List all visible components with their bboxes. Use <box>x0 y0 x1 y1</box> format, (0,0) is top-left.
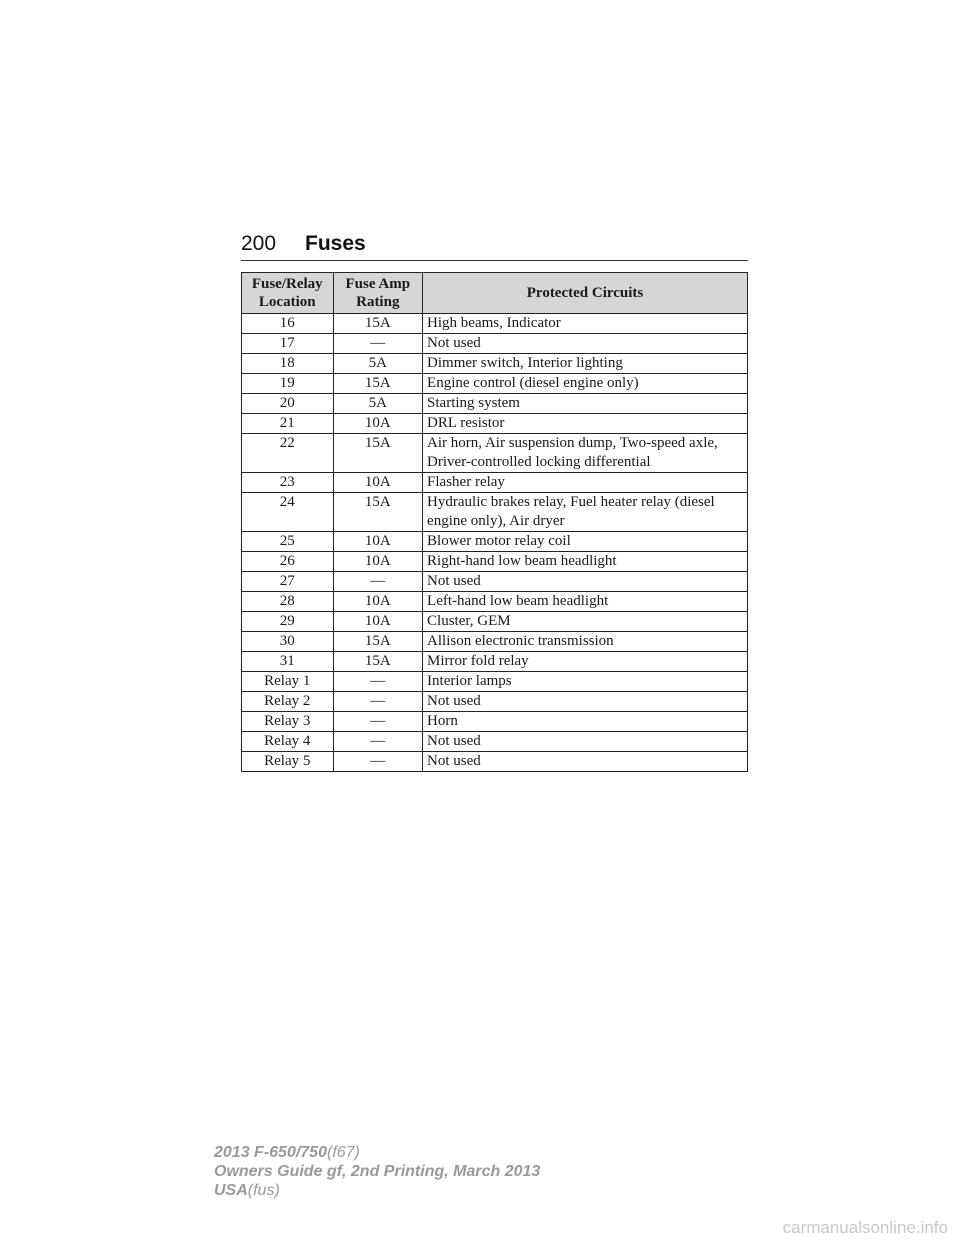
cell-location: 26 <box>242 552 334 572</box>
cell-location: 24 <box>242 493 334 532</box>
cell-location: 17 <box>242 334 334 354</box>
cell-amp: 5A <box>333 394 423 414</box>
table-row <box>242 592 748 612</box>
cell-circuits: Interior lamps <box>423 672 748 692</box>
cell-location: 19 <box>242 374 334 394</box>
watermark: carmanualsonline.info <box>782 1218 948 1237</box>
table-row <box>242 632 748 652</box>
cell-circuits: Not used <box>423 334 748 354</box>
cell-location: 27 <box>242 572 334 592</box>
footer-line-1 <box>214 1143 540 1162</box>
cell-location: 16 <box>242 314 334 334</box>
table-row <box>242 552 748 572</box>
cell-circuits: Blower motor relay coil <box>423 532 748 552</box>
cell-amp: 10A <box>333 552 423 572</box>
table-row <box>242 672 748 692</box>
header-amp-rating: Fuse Amp Rating <box>333 273 423 314</box>
cell-circuits: Mirror fold relay <box>423 652 748 672</box>
footer-market-code: (fus) <box>247 1182 280 1199</box>
cell-location: Relay 4 <box>242 732 334 752</box>
cell-circuits: Flasher relay <box>423 473 748 493</box>
cell-circuits: Hydraulic brakes relay, Fuel heater relay (diesel engine only), Air dryer <box>423 493 748 532</box>
cell-location: Relay 5 <box>242 752 334 772</box>
cell-location: 21 <box>242 414 334 434</box>
cell-location: Relay 3 <box>242 712 334 732</box>
cell-amp: 15A <box>333 493 423 532</box>
footer-model-code: (f67) <box>326 1144 360 1161</box>
cell-amp: 10A <box>333 414 423 434</box>
cell-amp: — <box>333 334 423 354</box>
cell-circuits: High beams, Indicator <box>423 314 748 334</box>
table-row <box>242 394 748 414</box>
cell-location: 30 <box>242 632 334 652</box>
cell-circuits: Engine control (diesel engine only) <box>423 374 748 394</box>
footer-model: 2013 F-650/750 <box>214 1144 327 1161</box>
cell-amp: 15A <box>333 434 423 473</box>
table-row <box>242 692 748 712</box>
cell-amp: 15A <box>333 374 423 394</box>
cell-amp: — <box>333 692 423 712</box>
table-row <box>242 374 748 394</box>
cell-amp: 10A <box>333 592 423 612</box>
footer-line-2 <box>214 1162 540 1181</box>
table-row <box>242 314 748 334</box>
cell-circuits: DRL resistor <box>423 414 748 434</box>
cell-location: Relay 2 <box>242 692 334 712</box>
fuse-table <box>241 272 748 772</box>
cell-amp: 10A <box>333 532 423 552</box>
table-row <box>242 732 748 752</box>
cell-location: 31 <box>242 652 334 672</box>
table-row <box>242 652 748 672</box>
table-row <box>242 434 748 473</box>
cell-amp: 15A <box>333 652 423 672</box>
cell-amp: 10A <box>333 473 423 493</box>
cell-location: Relay 1 <box>242 672 334 692</box>
table-row <box>242 572 748 592</box>
cell-location: 22 <box>242 434 334 473</box>
footer-line-3 <box>214 1181 540 1200</box>
cell-circuits: Allison electronic transmission <box>423 632 748 652</box>
cell-amp: — <box>333 712 423 732</box>
header-location: Fuse/Relay Location <box>242 273 334 314</box>
cell-amp: 15A <box>333 632 423 652</box>
cell-circuits: Cluster, GEM <box>423 612 748 632</box>
table-row <box>242 612 748 632</box>
cell-amp: 10A <box>333 612 423 632</box>
cell-amp: — <box>333 732 423 752</box>
cell-circuits: Left-hand low beam headlight <box>423 592 748 612</box>
cell-location: 20 <box>242 394 334 414</box>
cell-circuits: Air horn, Air suspension dump, Two-speed axle, Driver-controlled locking differential <box>423 434 748 473</box>
cell-circuits: Not used <box>423 732 748 752</box>
table-row <box>242 354 748 374</box>
cell-location: 28 <box>242 592 334 612</box>
page-number: 200 <box>241 232 277 255</box>
cell-location: 25 <box>242 532 334 552</box>
cell-amp: 5A <box>333 354 423 374</box>
footer-edition: Owners Guide gf, 2nd Printing, March 2013 <box>214 1163 541 1180</box>
table-row <box>242 493 748 532</box>
cell-location: 23 <box>242 473 334 493</box>
table-row <box>242 473 748 493</box>
table-row <box>242 414 748 434</box>
cell-circuits: Right-hand low beam headlight <box>423 552 748 572</box>
cell-circuits: Starting system <box>423 394 748 414</box>
page-header <box>241 226 748 261</box>
cell-circuits: Horn <box>423 712 748 732</box>
cell-circuits: Dimmer switch, Interior lighting <box>423 354 748 374</box>
cell-circuits: Not used <box>423 572 748 592</box>
header-protected-circuits: Protected Circuits <box>423 273 748 314</box>
table-row <box>242 334 748 354</box>
table-row <box>242 532 748 552</box>
cell-location: 29 <box>242 612 334 632</box>
cell-location: 18 <box>242 354 334 374</box>
cell-circuits: Not used <box>423 692 748 712</box>
table-row <box>242 712 748 732</box>
footer-market: USA <box>214 1182 248 1199</box>
cell-amp: — <box>333 752 423 772</box>
table-header-row <box>242 273 748 314</box>
cell-amp: — <box>333 672 423 692</box>
cell-amp: — <box>333 572 423 592</box>
table-row <box>242 752 748 772</box>
cell-amp: 15A <box>333 314 423 334</box>
cell-circuits: Not used <box>423 752 748 772</box>
section-title: Fuses <box>305 232 366 255</box>
document-footer <box>214 1143 540 1200</box>
